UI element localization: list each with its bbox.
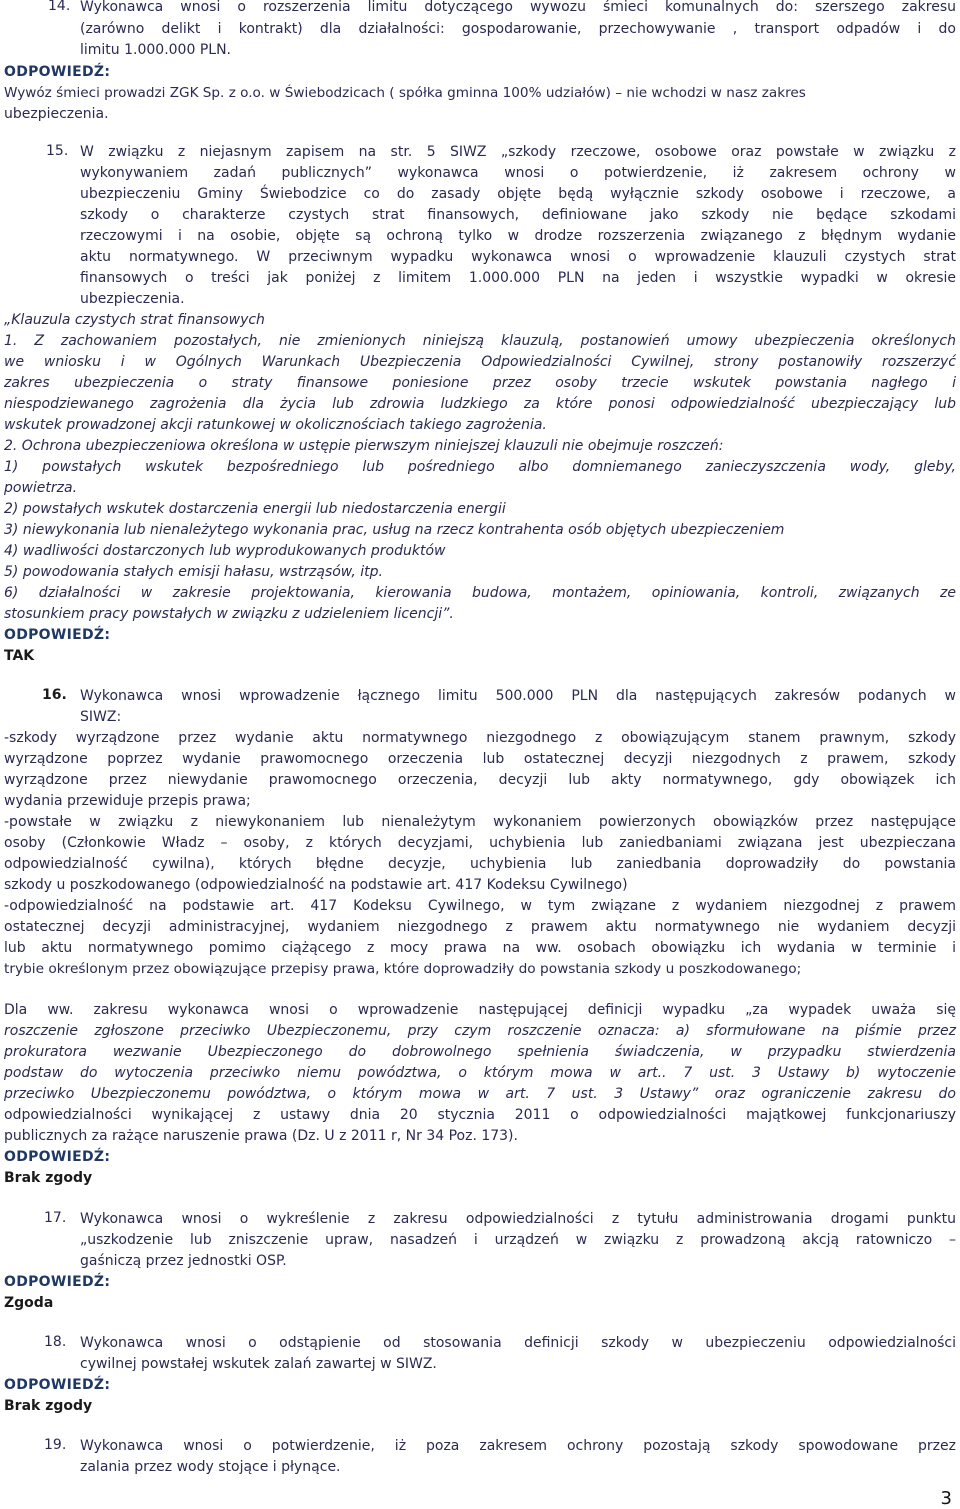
item-16-answer: Brak zgody — [4, 1170, 93, 1186]
item-18-line-1: Wykonawca wnosi o odstąpienie od stosowania definicji szkody w ubezpieczeniu odpowiedzialności — [80, 1335, 956, 1351]
item-16-body-line: wydania przewiduje przepis prawa; — [4, 793, 251, 809]
item-14-line-3: limitu 1.000.000 PLN. — [80, 42, 231, 58]
item-17-line-2: „uszkodzenie lub zniszczenie upraw, nasadzeń i urządzeń w związku z prowadzoną akcją ratowniczo – — [80, 1232, 956, 1248]
answer-label: ODPOWIEDŹ: — [4, 1274, 111, 1290]
item-16-definition-line: podstaw do wytoczenia przeciwko niemu powództwa, o którym mowa w art.. 7 ust. 3 Ustawy b) wytoczenie — [4, 1065, 956, 1081]
page-number: 3 — [940, 1488, 952, 1509]
item-15-answer: TAK — [4, 648, 35, 664]
clause-line: niespodziewanego zagrożenia dla życia lub zdrowia ludzkiego za które ponosi odpowiedzialność ubezpieczający lub — [4, 396, 956, 412]
clause-line: stosunkiem pracy powstałych w związku z udzieleniem licencji”. — [4, 606, 454, 622]
item-14-number: 14. — [48, 0, 71, 14]
item-15-line-2: wykonywaniem zadań publicznych” wykonawca wnosi o potwierdzenie, iż zakresem ochrony w — [80, 165, 956, 181]
clause-title: „Klauzula czystych strat finansowych — [4, 312, 265, 328]
clause-line: 5) powodowania stałych emisji hałasu, wstrząsów, itp. — [4, 564, 383, 580]
item-16-definition-line: odpowiedzialności wynikającej z ustawy dnia 20 stycznia 2011 o odpowiedzialności majątkowej funkcjonariuszy — [4, 1107, 956, 1123]
item-16-body-line: ostatecznej decyzji administracyjnej, wydaniem niezgodnego z prawem aktu normatywnego nie wydaniem decyzji — [4, 919, 956, 935]
answer-label: ODPOWIEDŹ: — [4, 1149, 111, 1165]
item-16-body-line: -odpowiedzialność na podstawie art. 417 Kodeksu Cywilnego, w tym związane z wydaniem niezgodnej z prawem — [4, 898, 956, 914]
item-16-line-2: SIWZ: — [80, 709, 122, 725]
item-16-body-line: szkody u poszkodowanego (odpowiedzialność na podstawie art. 417 Kodeksu Cywilnego) — [4, 877, 628, 893]
item-16-number: 16. — [42, 687, 67, 703]
item-15-line-7: finansowych o treści jak poniżej z limitem 1.000.000 PLN na jeden i wszystkie wypadki w okresie — [80, 270, 956, 286]
item-16-body-line: -powstałe w związku z niewykonaniem lub nienależytym wykonaniem powierzonych obowiązków przez następujące — [4, 814, 956, 830]
item-18-line-2: cywilnej powstałej wskutek zalań zawartej w SIWZ. — [80, 1356, 437, 1372]
item-16-body-line: osoby (Członkowie Władz – osoby, z których decyzjami, uchybienia lub zaniedbaniami związana jest ubezpieczana — [4, 835, 956, 851]
item-16-body-line: odpowiedzialność cywilna), których błędne decyzje, uchybienia lub zaniedbania doprowadziły do powstania — [4, 856, 956, 872]
item-17-answer: Zgoda — [4, 1295, 54, 1311]
item-16-definition-line: publicznych za rażące naruszenie prawa (Dz. U z 2011 r, Nr 34 Poz. 173). — [4, 1128, 518, 1144]
item-19-line-1: Wykonawca wnosi o potwierdzenie, iż poza zakresem ochrony pozostają szkody spowodowane przez — [80, 1438, 956, 1454]
item-16-body-line: trybie określonym przez obowiązujące przepisy prawa, które doprowadziły do powstania szkody u poszkodowanego; — [4, 961, 802, 977]
item-15-line-5: rzeczowymi i na osobie, objęte są ochroną tylko w drodze rozszerzenia związanego z błędnym wydanie — [80, 228, 956, 244]
item-17-line-1: Wykonawca wnosi o wykreślenie z zakresu odpowiedzialności z tytułu administrowania drogami punktu — [80, 1211, 956, 1227]
clause-line: powietrza. — [4, 480, 78, 496]
clause-line: 2) powstałych wskutek dostarczenia energii lub niedostarczenia energii — [4, 501, 506, 517]
clause-line: 6) działalności w zakresie projektowania, kierowania budowa, montażem, opiniowania, kontroli, związanych ze — [4, 585, 956, 601]
clause-line: 1. Z zachowaniem pozostałych, nie zmienionych niniejszą klauzulą, postanowień umowy ubezpieczenia określonych — [4, 333, 956, 349]
clause-line: 2. Ochrona ubezpieczeniowa określona w ustępie pierwszym niniejszej klauzuli nie obejmuje roszczeń: — [4, 438, 724, 454]
item-16-definition-line: przeciwko Ubezpieczonemu powództwa, o którym mowa w art. 7 ust. 3 Ustawy” oraz ograniczenie zakresu do — [4, 1086, 956, 1102]
answer-label: ODPOWIEDŹ: — [4, 1377, 111, 1393]
item-15-number: 15. — [46, 143, 69, 159]
item-16-definition-line: prokuratora wezwanie Ubezpieczonego do dobrowolnego spełnienia świadczenia, w przypadku stwierdzenia — [4, 1044, 956, 1060]
item-19-line-2: zalania przez wody stojące i płynące. — [80, 1459, 341, 1475]
item-14-line-2: (zarówno delikt i kontrakt) dla działalności: gospodarowanie, przechowywanie , transport odpadów i do — [80, 21, 956, 37]
item-16-body-line: wyrządzone poprzez wydanie prawomocnego orzeczenia lub ostatecznej decyzji niezgodnych z prawem, szkody — [4, 751, 956, 767]
item-16-definition-line: Dla ww. zakresu wykonawca wnosi o wprowadzenie następującej definicji wypadku „za wypadek uważa się — [4, 1002, 956, 1018]
item-16-definition-line: roszczenie zgłoszone przeciwko Ubezpieczonemu, przy czym roszczenie oznacza: a) sformułowane na piśmie przez — [4, 1023, 956, 1039]
clause-line: 3) niewykonania lub nienależytego wykonania prac, usług na rzecz kontrahenta osób objętych ubezpieczeniem — [4, 522, 785, 538]
item-16-body-line: wyrządzone przez niewydanie prawomocnego orzeczenia, decyzji lub akty normatywnego, gdy obowiązek ich — [4, 772, 956, 788]
item-14-answer-line-1: Wywóz śmieci prowadzi ZGK Sp. z o.o. w Świebodzicach ( spółka gminna 100% udziałów) – nie wchodzi w nasz zakres — [4, 85, 806, 101]
item-18-number: 18. — [44, 1334, 67, 1350]
item-15-line-1: W związku z niejasnym zapisem na str. 5 SIWZ „szkody rzeczowe, osobowe oraz powstałe w związku z — [80, 144, 956, 160]
item-15-line-8: ubezpieczenia. — [80, 291, 185, 307]
item-16-body-line: lub aktu normatywnego pomimo ciążącego z mocy prawa na ww. osobach obowiązku ich wydania w terminie i — [4, 940, 956, 956]
item-15-line-3: ubezpieczeniu Gminy Świebodzice co do zasady objęte będą wyłącznie szkody osobowe i rzeczowe, a — [80, 186, 956, 202]
item-14-line-1: Wykonawca wnosi o rozszerzenia limitu dotyczącego wywozu śmieci komunalnych do: szerszego zakresu — [80, 0, 956, 15]
item-16-line-1: Wykonawca wnosi wprowadzenie łącznego limitu 500.000 PLN dla następujących zakresów podanych w — [80, 688, 956, 704]
item-15-line-6: aktu normatywnego. W przeciwnym wypadku wykonawca wnosi o wprowadzenie klauzuli czystych strat — [80, 249, 956, 265]
item-16-body-line: -szkody wyrządzone przez wydanie aktu normatywnego niezgodnego z obowiązującym stanem prawnym, szkody — [4, 730, 956, 746]
item-19-number: 19. — [44, 1437, 67, 1453]
clause-line: 1) powstałych wskutek bezpośredniego lub pośredniego albo domniemanego zanieczyszczenia wody, gleby, — [4, 459, 956, 475]
item-18-answer: Brak zgody — [4, 1398, 93, 1414]
answer-label: ODPOWIEDŹ: — [4, 627, 111, 643]
item-14-answer-line-2: ubezpieczenia. — [4, 106, 109, 122]
answer-label: ODPOWIEDŹ: — [4, 64, 111, 80]
clause-line: 4) wadliwości dostarczonych lub wyprodukowanych produktów — [4, 543, 446, 559]
item-17-line-3: gaśniczą przez jednostki OSP. — [80, 1253, 287, 1269]
clause-line: we wniosku i w Ogólnych Warunkach Ubezpieczenia Odpowiedzialności Cywilnej, strony postanowiły rozszerzyć — [4, 354, 956, 370]
item-15-line-4: szkody o charakterze czystych strat finansowych, definiowane jako szkody nie będące szkodami — [80, 207, 956, 223]
clause-line: wskutek prowadzonej akcji ratunkowej w okolicznościach takiego zagrożenia. — [4, 417, 547, 433]
item-17-number: 17. — [44, 1210, 67, 1226]
clause-line: zakres ubezpieczenia o straty finansowe poniesione przez osoby trzecie wskutek powstania nagłego i — [4, 375, 956, 391]
